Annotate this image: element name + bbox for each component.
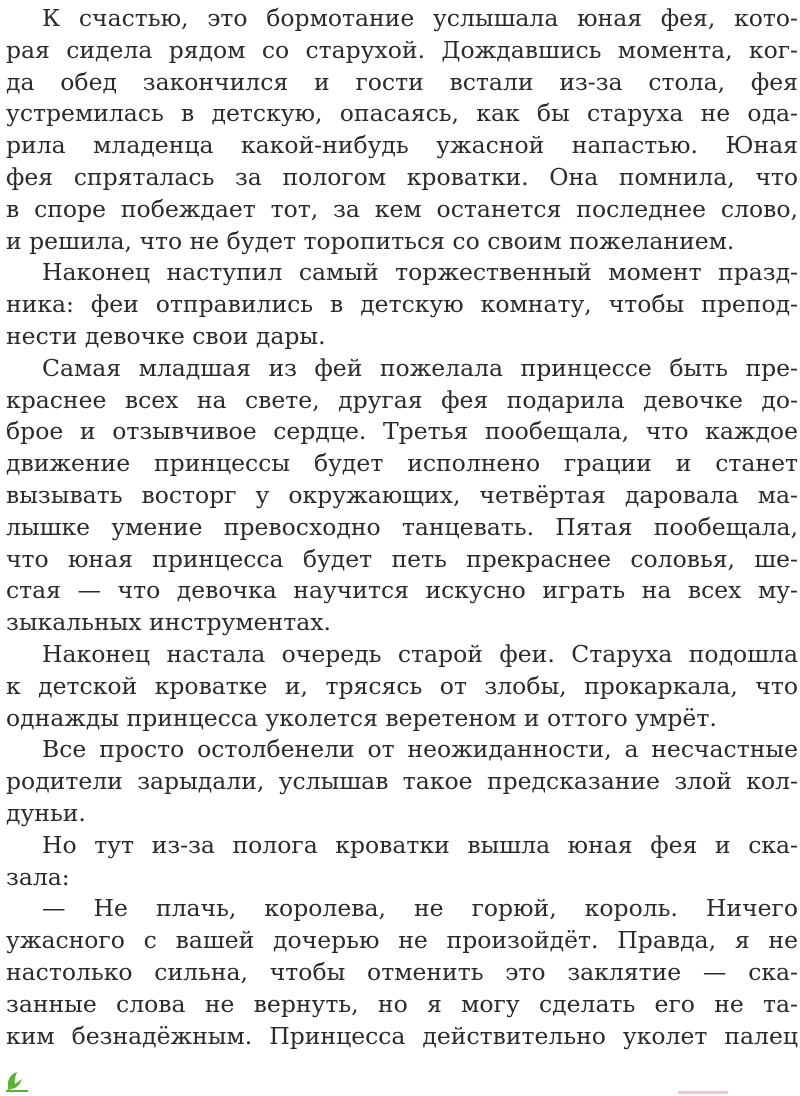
paragraph	[6, 734, 798, 829]
text-line: что юная принцесса будет петь прекраснее соловья, ше-	[6, 544, 798, 573]
paragraph	[6, 639, 798, 734]
text-line: нести девочке свои дары.	[6, 321, 326, 350]
text-line: и решила, что не будет торопиться со своим пожеланием.	[6, 226, 735, 255]
text-line: Наконец наступил самый торжественный момент празд-	[42, 258, 798, 287]
text-line: Но тут из-за полога кроватки вышла юная фея и ска-	[42, 830, 798, 859]
text-line: стая — что девочка научится искусно играть на всех му-	[6, 576, 798, 605]
paragraph	[6, 893, 798, 1052]
paragraph	[6, 257, 798, 352]
text-line: Самая младшая из фей пожелала принцессе быть пре-	[42, 353, 798, 382]
text-line: брое и отзывчивое сердце. Третья пообещала, что каждое	[6, 417, 798, 446]
text-line: однажды принцесса уколется веретеном и оттого умрёт.	[6, 703, 717, 732]
page-decoration	[678, 1091, 728, 1094]
text-line: занные слова не вернуть, но я могу сделать его не та-	[6, 989, 798, 1018]
text-line: зала:	[6, 862, 70, 891]
text-line: лышке умение превосходно танцевать. Пятая пообещала,	[6, 512, 798, 541]
text-line: Все просто остолбенели от неожиданности, а несчастные	[42, 735, 798, 764]
text-line: устремилась в детскую, опасаясь, как бы старуха не ода-	[6, 99, 798, 128]
text-line: дуньи.	[6, 798, 86, 827]
book-page	[6, 0, 798, 1096]
text-line: фея спряталась за пологом кроватки. Она помнила, что	[6, 162, 798, 191]
text-line: ужасного с вашей дочерью не произойдёт. Правда, я не	[6, 926, 798, 955]
paragraph	[6, 3, 798, 257]
text-line: родители зарыдали, услышав такое предсказание злой кол-	[6, 767, 798, 796]
text-line: рила младенца какой-нибудь ужасной напастью. Юная	[6, 131, 798, 160]
text-line: движение принцессы будет исполнено грации и станет	[6, 449, 798, 478]
text-line: к детской кроватке и, трясясь от злобы, прокаркала, что	[6, 671, 798, 700]
text-line: краснее всех на свете, другая фея подарила девочке до-	[6, 385, 798, 414]
paragraph	[6, 353, 798, 639]
story-text	[6, 3, 798, 1052]
green-bookmark-icon	[6, 1070, 30, 1092]
text-line: в споре побеждает тот, за кем останется последнее слово,	[6, 194, 798, 223]
paragraph	[6, 830, 798, 894]
text-line: рая сидела рядом со старухой. Дождавшись момента, ког-	[6, 35, 798, 64]
text-line: вызывать восторг у окружающих, четвёртая даровала ма-	[6, 480, 798, 509]
text-line: настолько сильна, чтобы отменить это заклятие — ска-	[6, 957, 798, 986]
text-line: Наконец настала очередь старой феи. Старуха подошла	[42, 639, 798, 668]
text-line: да обед закончился и гости встали из-за стола, фея	[6, 67, 798, 96]
text-line: ким безнадёжным. Принцесса действительно уколет палец	[6, 1021, 798, 1050]
text-line: К счастью, это бормотание услышала юная фея, кото-	[42, 4, 798, 32]
text-line: ника: феи отправились в детскую комнату, чтобы препод-	[6, 290, 798, 319]
text-line: зыкальных инструментах.	[6, 608, 331, 637]
text-line: — Не плачь, королева, не горюй, король. Ничего	[42, 894, 798, 923]
